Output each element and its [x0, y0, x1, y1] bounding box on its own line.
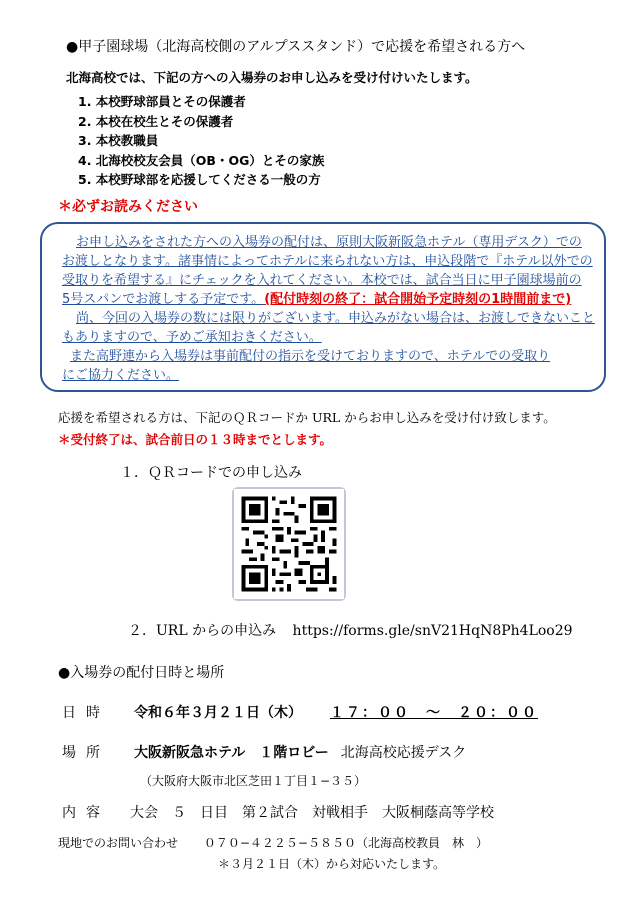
section-heading-distribution: ●入場券の配付日時と場所	[58, 665, 225, 681]
url-line	[128, 620, 573, 640]
distribution-end-note: (配付時刻の終了：試合開始予定時刻の1時間前まで)	[264, 292, 572, 307]
qr-code[interactable]	[232, 487, 346, 601]
date-label: 日時	[62, 705, 110, 721]
content-row	[62, 802, 494, 822]
contact-label: 現地でのお問い合わせ	[58, 836, 179, 850]
lead-text: 北海高校では、下記の方への入場券のお申し込みを受け付けいたします。	[66, 70, 478, 85]
notice-line: また高野連から入場券は事前配付の指示を受けておりますので、ホテルでの受取り	[70, 349, 551, 364]
place-desk: 北海高校応援デスク	[340, 745, 467, 761]
time-value: １７：００ 〜 ２０：００	[330, 705, 538, 721]
list-item: 1. 本校野球部員とその保護者	[78, 94, 246, 109]
address: （大阪府大阪市北区芝田１丁目１−３５）	[140, 774, 367, 788]
notice-text: 5号スパンでお渡しする予定です。	[62, 292, 265, 307]
must-read-label: ＊必ずお読みください	[58, 199, 198, 215]
qr-code-image	[234, 489, 344, 599]
deadline-note: ＊受付終了は、試合前日の１３時までとします。	[58, 432, 333, 447]
contact-phone: ０７０−４２２５−５８５０（北海高校教員 林 ）	[203, 836, 488, 850]
list-item: 3. 本校教職員	[78, 133, 159, 148]
list-item: 5. 本校野球部を応援してくださる一般の方	[78, 172, 321, 187]
notice-line: にご協力ください。	[62, 368, 180, 383]
form-url-link[interactable]: https://forms.gle/snV21HqN8Ph4Loo29	[292, 623, 573, 639]
section-heading-koshien: ●甲子園球場（北海高校側のアルプススタンド）で応援を希望される方へ	[66, 39, 526, 55]
place-row	[62, 742, 466, 762]
date-value: 令和６年３月２１日（木）	[134, 705, 302, 721]
contact-line	[58, 834, 488, 851]
qr-label: １．ＱＲコードでの申し込み	[120, 465, 302, 481]
notice-line: 尚、今回の入場券の数には限りがございます。申込みがない場合は、お渡しできないこと	[76, 311, 595, 326]
content-label: 内容	[62, 805, 110, 821]
notice-line: お渡しとなります。諸事情によってホテルに来られない方は、申込段階で『ホテル以外での	[62, 254, 593, 269]
place-value: 大阪新阪急ホテル １階ロビー	[134, 745, 329, 761]
apply-instructions: 応援を希望される方は、下記のＱＲコードか URL からお申し込みを受け付け致します。	[58, 410, 556, 425]
content-value: 大会 ５ 日目 第２試合 対戦相手 大阪桐蔭高等学校	[130, 805, 494, 821]
eligible-list	[78, 92, 324, 190]
list-item: 2. 本校在校生とその保護者	[78, 113, 234, 129]
notice-line	[62, 288, 571, 307]
url-label: ２．URL からの申込み	[128, 623, 277, 639]
notice-line: もありますので、予めご承知おきください。	[62, 330, 322, 345]
contact-note: ＊３月２１日（木）から対応いたします。	[218, 857, 446, 871]
notice-line: お申し込みをされた方への入場券の配付は、原則大阪新阪急ホテル（専用デスク）での	[76, 235, 582, 250]
list-item: 4. 北海校校友会員（OB・OG）とその家族	[78, 152, 325, 168]
date-row	[62, 702, 538, 722]
notice-line: 受取りを希望する』にチェックを入れてください。本校では、試合当日に甲子園球場前の	[62, 273, 582, 288]
place-label: 場所	[62, 745, 110, 761]
